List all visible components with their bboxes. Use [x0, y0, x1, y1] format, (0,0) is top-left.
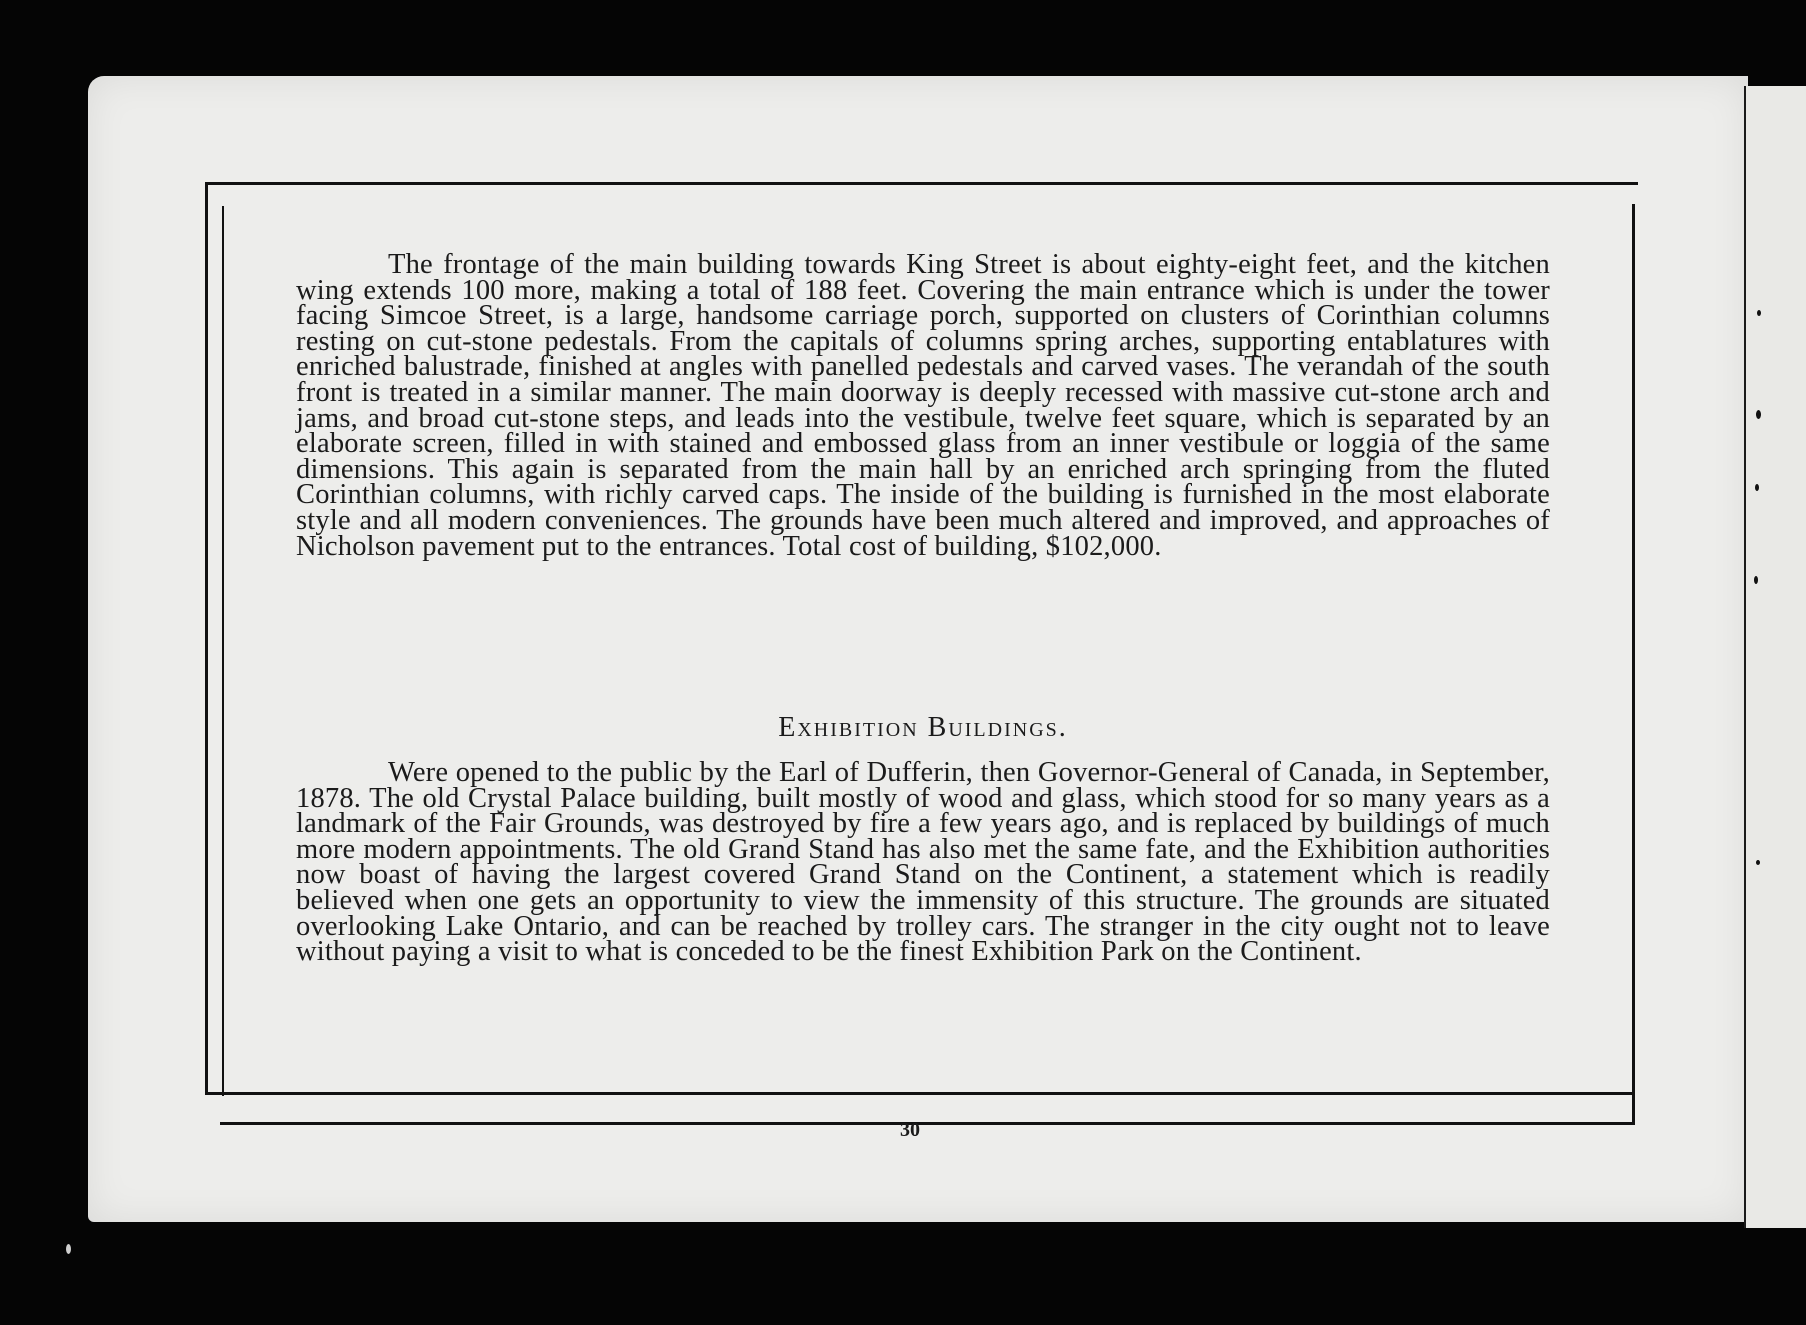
text-frame-left-line	[222, 206, 224, 1096]
text-frame-bottom-line	[205, 1092, 1633, 1095]
scan-speck	[1754, 576, 1758, 584]
section-heading: Exhibition Buildings.	[778, 712, 1068, 743]
scan-speck	[1756, 860, 1760, 865]
page-number: 30	[900, 1119, 920, 1141]
scan-speck	[1756, 410, 1761, 419]
scan-speck	[1757, 310, 1761, 316]
body-paragraph-1	[296, 249, 1550, 562]
adjacent-page-edge	[1744, 86, 1806, 1228]
paragraph-text: The frontage of the main building towards King Street is about eighty-eight feet, and the kitchen wing extends 100 more, making a total of 188 feet. Covering the main entrance which is under the tower facing Simcoe Street, is a large, handsome carriage porch, supported on clusters of Corinthian columns resting on cut-stone pedestals. From the capitals of columns spring arches, supporting entablatures with enriched balustrade, finished at angles with panelled pedestals and carved vases. The verandah of the south front is treated in a similar manner. The main doorway is deeply recessed with massive cut-stone arch and jams, and broad cut-stone steps, and leads into the vestibule, twelve feet square, which is separated by an elaborate screen, filled in with stained and embossed glass from an inner vestibule or loggia of the same dimensions. This again is separated from the main hall by an enriched arch springing from the fluted Corinthian columns, with richly carved caps. The inside of the building is furnished in the most elaborate style and all modern conveniences. The grounds have been much altered and improved, and approaches of Nicholson pavement put to the entrances. Total cost of building, $102,000.	[296, 249, 1550, 562]
scan-speck	[1755, 484, 1759, 491]
paragraph-text: Were opened to the public by the Earl of Dufferin, then Governor-General of Canada, in September, 1878. The old Crystal Palace building, built mostly of wood and glass, which stood for so many years as a landmark of the Fair Grounds, was destroyed by fire a few years ago, and is replaced by buildings of much more modern appointments. The old Grand Stand has also met the same fate, and the Exhibition authorities now boast of having the largest covered Grand Stand on the Continent, a statement which is readily believed when one gets an opportunity to view the immensity of this structure. The grounds are situated overlooking Lake Ontario, and can be reached by trolley cars. The stranger in the city ought not to leave without paying a visit to what is conceded to be the finest Exhibition Park on the Continent.	[296, 757, 1550, 968]
scan-speck	[66, 1244, 71, 1254]
body-paragraph-2	[296, 757, 1550, 968]
